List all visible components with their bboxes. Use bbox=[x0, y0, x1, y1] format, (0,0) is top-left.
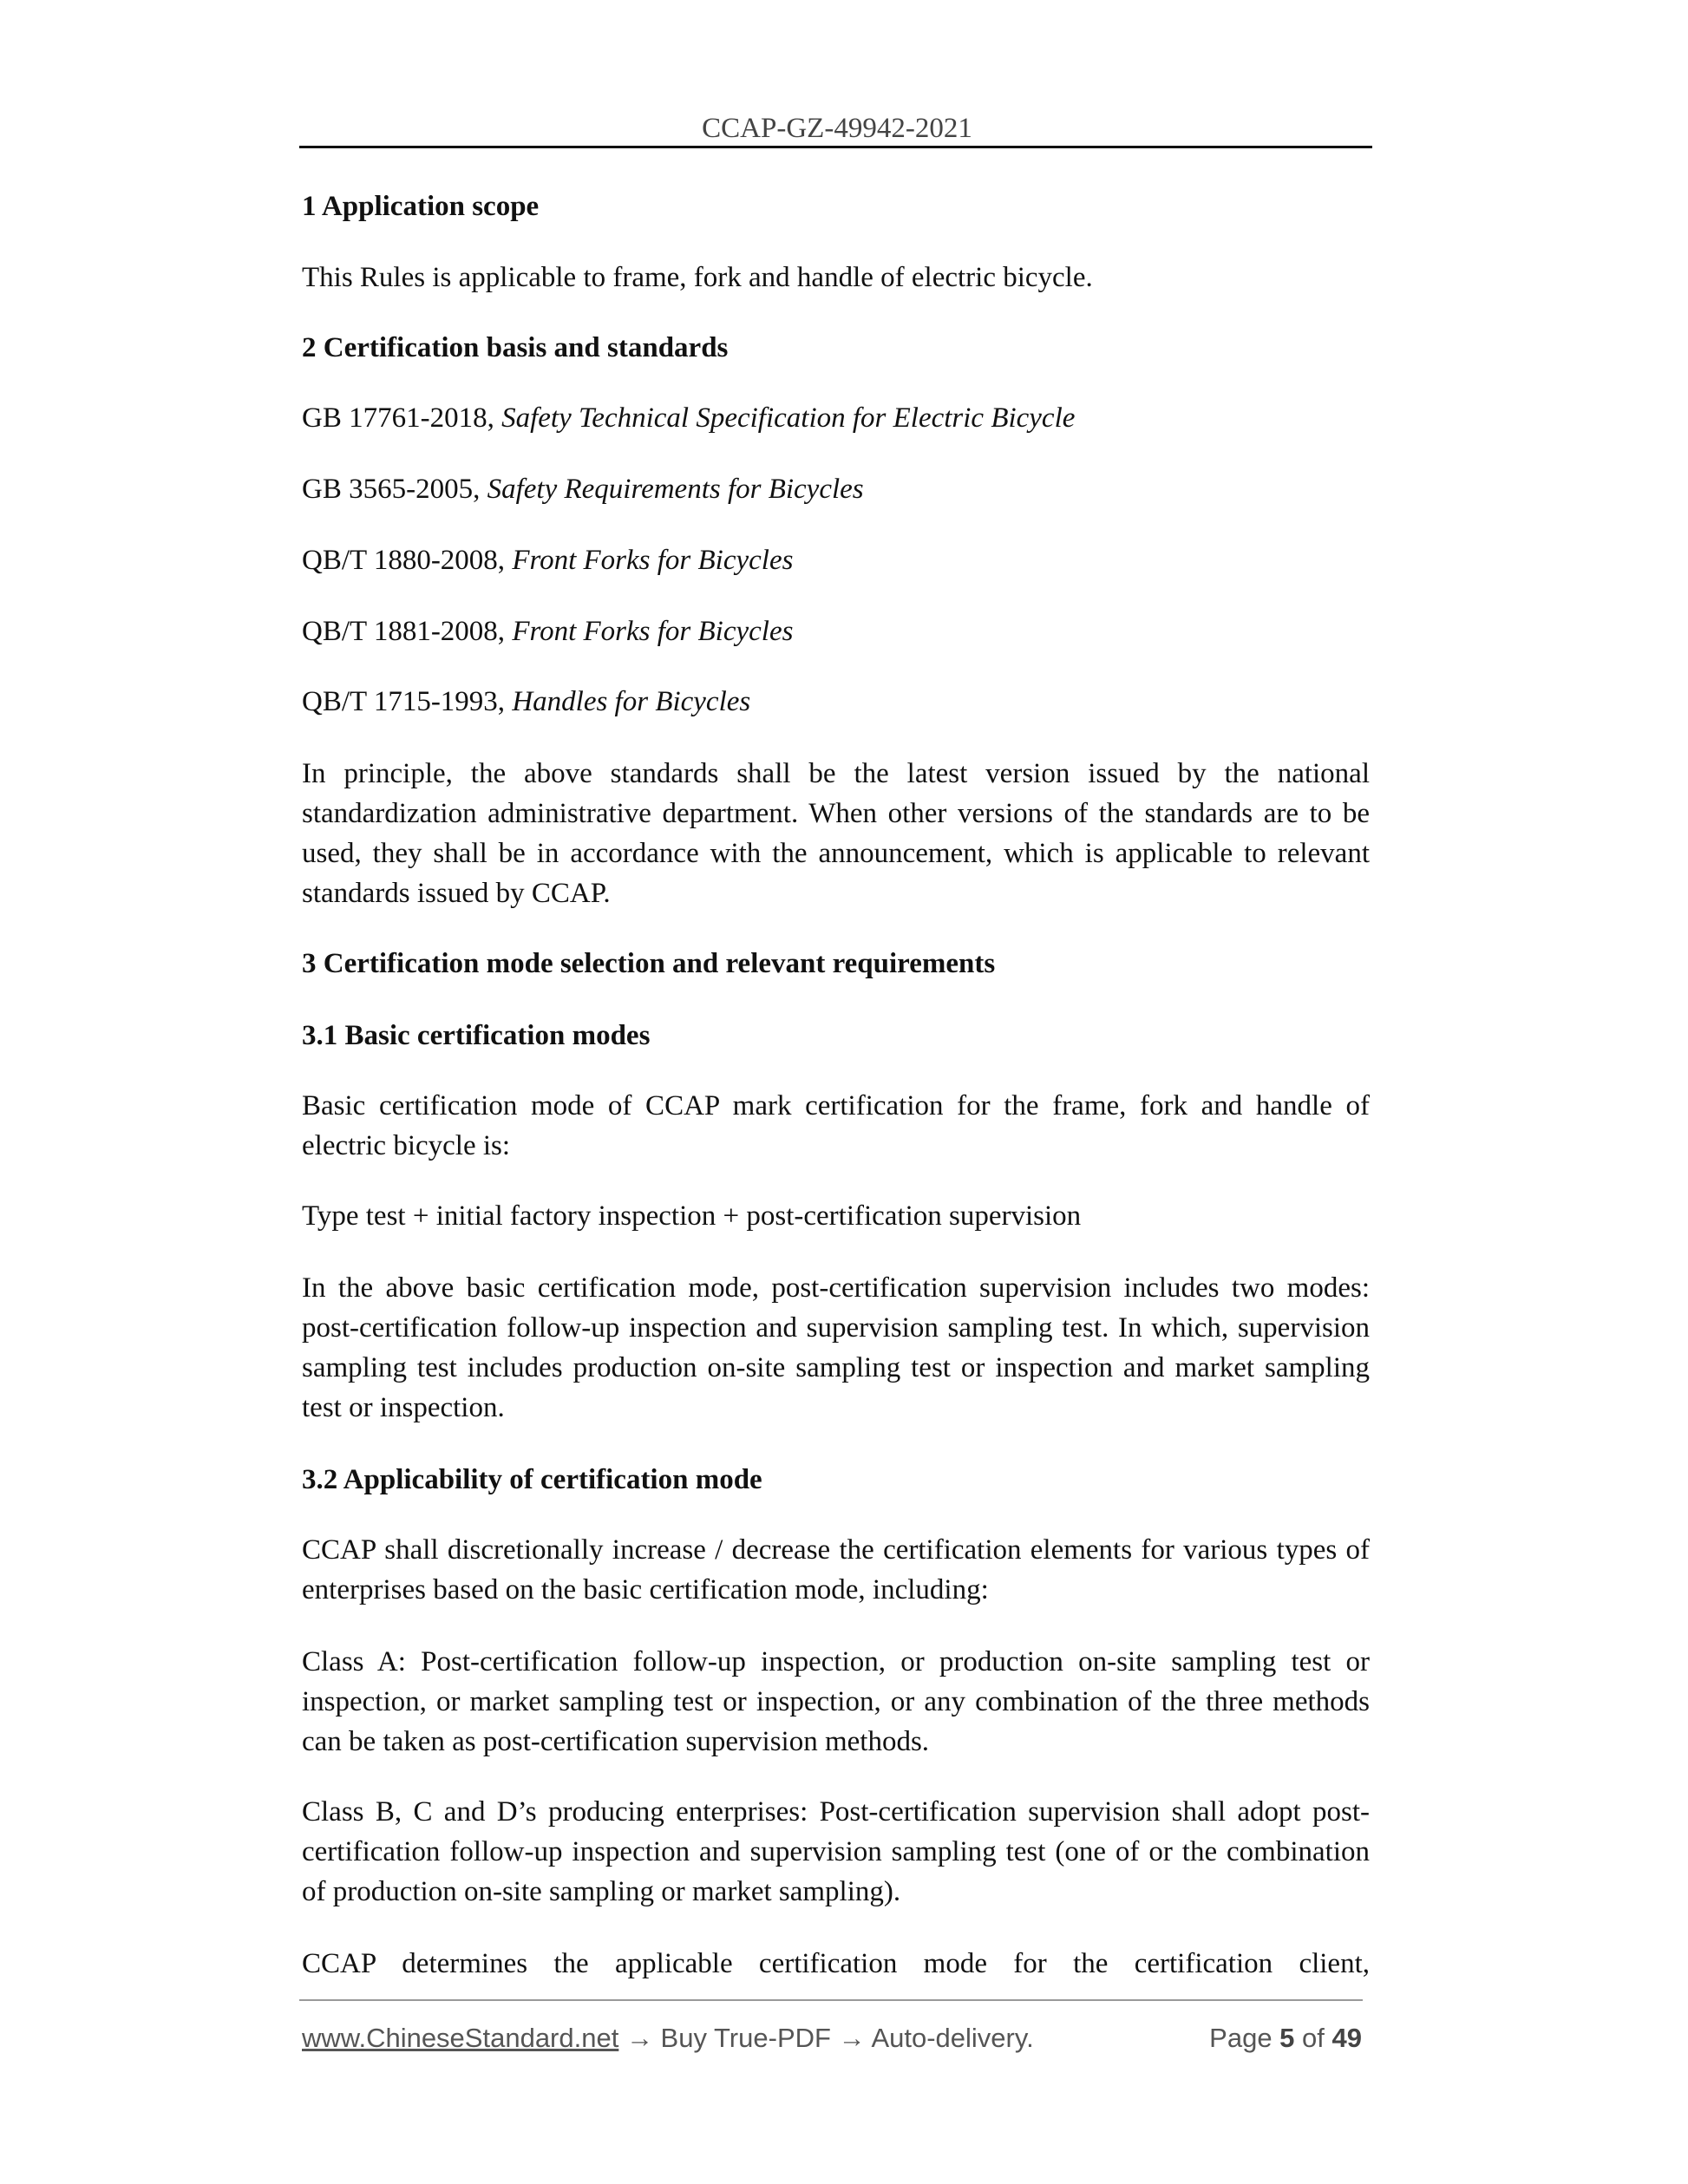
document-id-header: CCAP-GZ-49942-2021 bbox=[702, 113, 972, 144]
class-bcd-paragraph: Class B, C and D’s producing enterprises: Post-certification supervision shall adopt post-certification follow-up inspection and supervision sampling test (one of or the combination of production on-site sampling or market sampling). bbox=[302, 1796, 1370, 1907]
standard-item bbox=[302, 469, 1370, 509]
class-a-paragraph: Class A: Post-certification follow-up inspection, or production on-site sampling test or inspection, or market sampling test or inspection, or any combination of the three methods can be taken as post-certification supervision methods. bbox=[302, 1646, 1370, 1757]
standard-code: GB 3565-2005, bbox=[302, 474, 487, 505]
footer-rule bbox=[299, 1999, 1363, 2001]
standard-title: Safety Requirements for Bicycles bbox=[487, 474, 864, 505]
standard-item bbox=[302, 682, 1370, 722]
page-label: Page bbox=[1209, 2023, 1280, 2053]
standard-title: Safety Technical Specification for Electric Bicycle bbox=[501, 402, 1076, 434]
section-1-heading: 1 Application scope bbox=[302, 191, 540, 222]
section-3-1-paragraph: Basic certification mode of CCAP mark certification for the frame, fork and handle of electric bicycle is: bbox=[302, 1090, 1370, 1161]
section-2-heading: 2 Certification basis and standards bbox=[302, 332, 729, 363]
standard-item bbox=[302, 398, 1370, 438]
section-3-2-paragraph: CCAP shall discretionally increase / decrease the certification elements for various types of enterprises based on the basic certification mode, including: bbox=[302, 1534, 1370, 1605]
certification-mode-formula: Type test + initial factory inspection + post-certification supervision bbox=[302, 1200, 1082, 1232]
footer bbox=[302, 2021, 1362, 2056]
standard-code: QB/T 1715-1993, bbox=[302, 686, 513, 717]
page-total: 49 bbox=[1331, 2023, 1362, 2053]
supervision-modes-paragraph: In the above basic certification mode, post-certification supervision includes two modes: post-certification follow-up inspection and supervision sampling test. In which, supervision sampling test includes production on-site sampling test or inspection and market sampling test or inspection. bbox=[302, 1272, 1370, 1423]
section-3-1-heading: 3.1 Basic certification modes bbox=[302, 1020, 651, 1051]
section-3-2-heading: 3.2 Applicability of certification mode bbox=[302, 1464, 762, 1495]
of-label: of bbox=[1294, 2023, 1332, 2053]
standard-code: QB/T 1880-2008, bbox=[302, 545, 513, 576]
standard-item bbox=[302, 611, 1370, 651]
standard-item bbox=[302, 540, 1370, 580]
header-rule bbox=[299, 146, 1372, 148]
section-1-paragraph: This Rules is applicable to frame, fork and handle of electric bicycle. bbox=[302, 262, 1093, 293]
page-indicator bbox=[1209, 2021, 1362, 2056]
standard-title: Front Forks for Bicycles bbox=[512, 545, 794, 576]
standard-code: GB 17761-2018, bbox=[302, 402, 502, 434]
footer-promo-text: → Buy True-PDF → Auto-delivery. bbox=[618, 2023, 1034, 2053]
page-number: 5 bbox=[1279, 2023, 1295, 2053]
standard-title: Front Forks for Bicycles bbox=[512, 616, 794, 647]
standard-code: QB/T 1881-2008, bbox=[302, 616, 513, 647]
standards-principle-paragraph: In principle, the above standards shall be the latest version issued by the national standardization administrative department. When other versions of the standards are to be used, they shall be in accordance with the announcement, which is applicable to relevant standards issued by CCAP. bbox=[302, 758, 1370, 909]
standard-title: Handles for Bicycles bbox=[512, 686, 751, 717]
website-link[interactable]: www.ChineseStandard.net bbox=[302, 2023, 619, 2053]
section-3-heading: 3 Certification mode selection and relevant requirements bbox=[302, 948, 996, 979]
ccap-determines-paragraph: CCAP determines the applicable certification mode for the certification client, bbox=[302, 1948, 1370, 1979]
